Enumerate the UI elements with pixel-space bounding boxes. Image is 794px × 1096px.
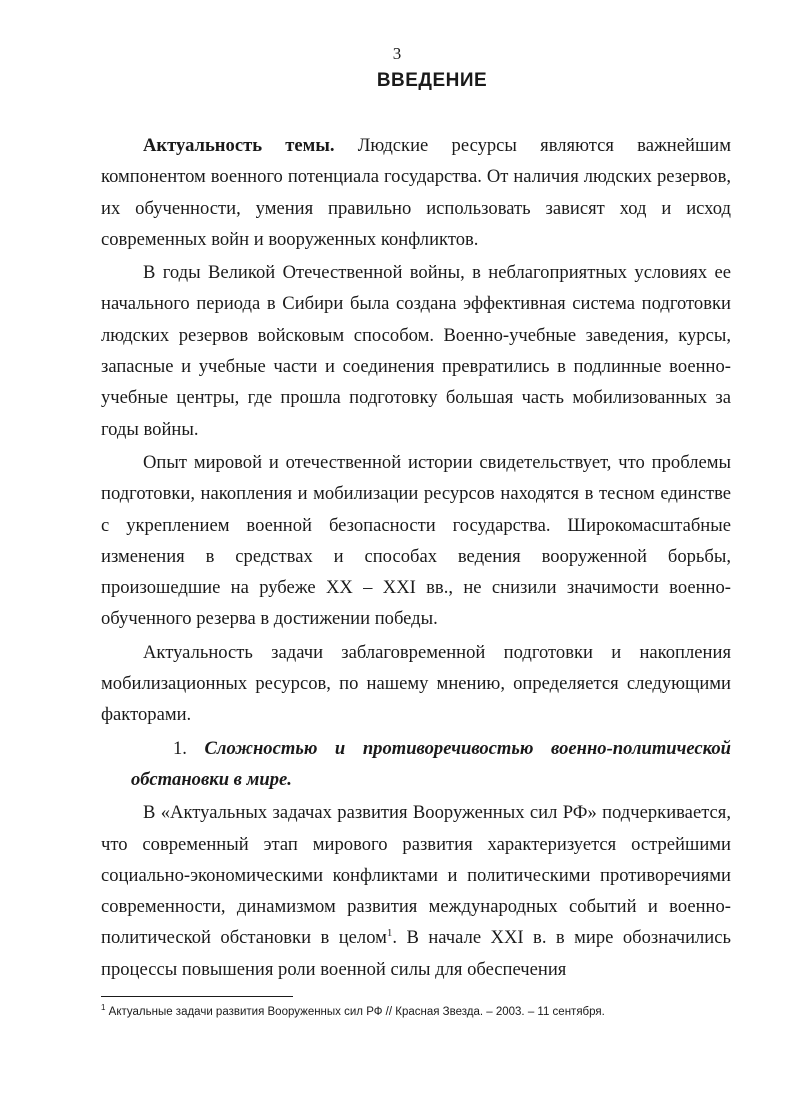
paragraph-wartime-system: В годы Великой Отечественной войны, в неблагоприятных условиях ее начального периода в Сибири была создана эффективная система подготовки людских резервов войсковым способом. Военно-учебные заведения, курсы, запасные и учебные части и соединения превратились в подлинные военно-учебные центры, где прошла подготовку большая часть мобилизованных за годы войны. [101, 262, 731, 440]
list-number: 1. [173, 737, 205, 759]
current-tasks-text-b: . В начале XXI в. в мире обозначились процессы повышения роли военной силы для обеспечения [101, 927, 731, 980]
relevance-text: Людские ресурсы являются важнейшим компонентом военного потенциала государства. От наличия людских резервов, их обученности, умения правильно использовать зависят ход и исход современных войн и вооруженных конфликтов. [101, 135, 731, 250]
page-number: 3 [392, 44, 402, 63]
body-text [101, 130, 731, 985]
footnote-divider [101, 996, 293, 997]
paragraph-current-tasks [101, 797, 731, 985]
footnote-marker: 1 [101, 1003, 106, 1012]
footnote [101, 1003, 741, 1018]
footnote-text: Актуальные задачи развития Вооруженных сил РФ // Красная Звезда. – 2003. – 11 сентября. [105, 1005, 605, 1018]
footnote-ref-marker: 1 [386, 927, 393, 940]
paragraph-factors-intro: Актуальность задачи заблаговременной подготовки и накопления мобилизационных ресурсов, по нашему мнению, определяется следующими факторами. [101, 641, 731, 726]
list-item-text: Сложностью и противоречивостью военно-политической обстановки в мире. [131, 737, 731, 790]
paragraph-relevance [101, 130, 731, 255]
current-tasks-text-a: В «Актуальных задачах развития Вооруженных сил РФ» подчеркивается, что современный этап мирового развития характеризуется острейшими социально-экономическими конфликтами и политическими противоречиями современности, динамизмом развития международных событий и военно-политической обстановки в целом [101, 802, 731, 949]
paragraph-history-experience: Опыт мировой и отечественной истории свидетельствует, что проблемы подготовки, накопления и мобилизации ресурсов находятся в тесном единстве с укреплением военной безопасности государства. Широкомасштабные изменения в средствах и способах ведения вооруженной борьбы, произошедшие на рубеже XX – XXI вв., не снизили значимости военно-обученного резерва в достижении победы. [101, 451, 731, 630]
page-title: ВВЕДЕНИЕ [376, 70, 488, 91]
relevance-lead: Актуальность темы. [143, 135, 335, 156]
list-item-factor-1 [101, 733, 731, 796]
